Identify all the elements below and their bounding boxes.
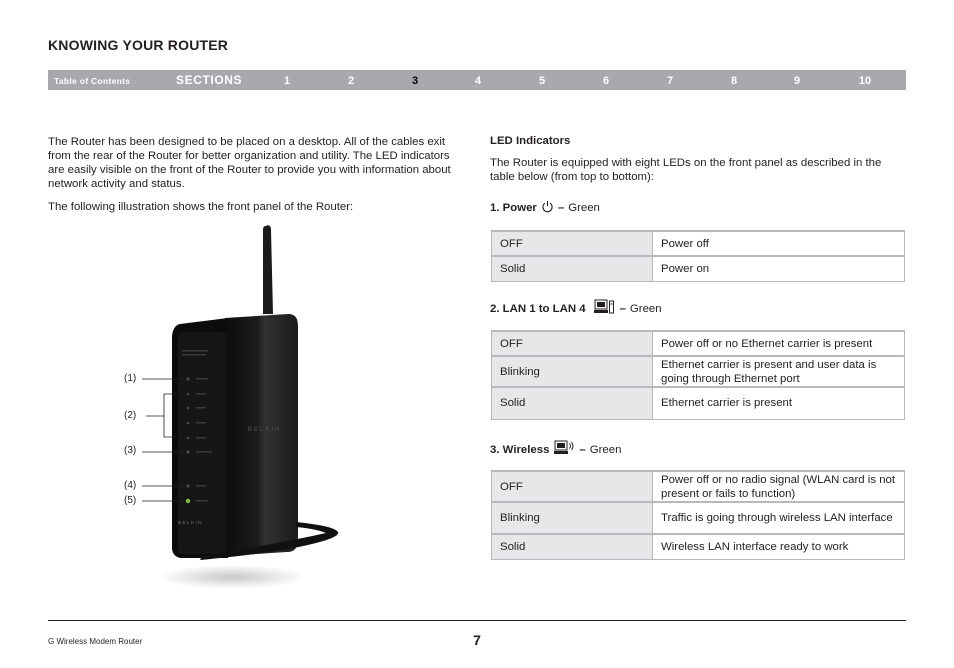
- led-3: [187, 407, 190, 410]
- router-brand-front: BELKIN: [248, 427, 282, 433]
- led-wireless-heading: [490, 440, 621, 459]
- table-row: [492, 387, 905, 419]
- led-state: OFF: [492, 471, 653, 502]
- led-power-dash: –: [557, 202, 565, 214]
- callout-3: (3): [124, 445, 137, 456]
- led-7: [186, 484, 189, 487]
- led-description: Power off or no Ethernet carrier is present: [653, 331, 905, 356]
- led-2: [187, 393, 190, 396]
- section-link-9[interactable]: 9: [793, 75, 801, 87]
- led-state: Blinking: [492, 356, 653, 387]
- footer-product-name: G Wireless Modem Router: [48, 637, 143, 646]
- power-icon: [541, 200, 554, 216]
- callout-2: (2): [124, 410, 137, 421]
- table-row: [492, 471, 905, 502]
- illustration-caption: The following illustration shows the front panel of the Router:: [48, 201, 354, 213]
- callout-5: (5): [124, 495, 137, 506]
- led-description: Power off: [653, 231, 905, 256]
- section-link-5[interactable]: 5: [538, 75, 546, 87]
- table-row: [492, 534, 905, 559]
- led-8: [186, 499, 190, 503]
- callout-1: (1): [124, 373, 137, 384]
- intro-paragraph: The Router has been designed to be placed on a desktop. All of the cables exit from the rear of the Router for better organization and utility. The LED indicators are easily visible on the front of the Router to provide you with information about network activity and status.: [48, 136, 451, 190]
- router-illustration: [120, 222, 350, 592]
- led-state: Solid: [492, 387, 653, 419]
- led-description: Ethernet carrier is present and user data is going through Ethernet port: [653, 356, 905, 387]
- callout-4: (4): [124, 480, 137, 491]
- computer-icon: [594, 299, 616, 318]
- table-row: [492, 331, 905, 356]
- section-link-6[interactable]: 6: [602, 75, 610, 87]
- section-link-10[interactable]: 10: [858, 75, 872, 87]
- sections-label: SECTIONS: [176, 73, 243, 87]
- led-description: Ethernet carrier is present: [653, 387, 905, 419]
- section-link-1[interactable]: 1: [283, 75, 291, 87]
- router-brand-base: BELKIN: [178, 520, 204, 525]
- table-row: [492, 231, 905, 256]
- section-nav-bar: [48, 70, 906, 90]
- led-state: Solid: [492, 534, 653, 559]
- router-shadow: [157, 565, 307, 589]
- led-intro: The Router is equipped with eight LEDs on the front panel as described in the table below (from top to bottom):: [490, 157, 882, 183]
- led-power-heading: [490, 200, 600, 216]
- led-wireless-color: Green: [589, 443, 622, 456]
- led-indicators-heading: LED Indicators: [490, 135, 571, 147]
- section-link-2[interactable]: 2: [347, 75, 355, 87]
- led-wireless-dash: –: [579, 443, 586, 456]
- wireless-computer-icon: [554, 440, 576, 459]
- led-state: OFF: [492, 231, 653, 256]
- table-row: [492, 256, 905, 281]
- led-description: Power on: [653, 256, 905, 281]
- table-row: [492, 502, 905, 534]
- led-lan-heading: [490, 299, 662, 318]
- led-state: Blinking: [492, 502, 653, 534]
- led-4: [187, 422, 190, 425]
- led-state: Solid: [492, 256, 653, 281]
- section-link-8[interactable]: 8: [730, 75, 738, 87]
- section-link-3[interactable]: 3: [411, 75, 419, 87]
- led-lan-table: [491, 330, 905, 420]
- led-description: Traffic is going through wireless LAN interface: [653, 502, 905, 534]
- section-link-4[interactable]: 4: [474, 75, 482, 87]
- led-6: [186, 450, 189, 453]
- led-lan-title: 2. LAN 1 to LAN 4: [490, 302, 586, 315]
- led-power-title: 1. Power: [490, 202, 537, 214]
- led-lan-color: Green: [629, 302, 662, 315]
- router-front-panel: [225, 314, 298, 556]
- led-description: Wireless LAN interface ready to work: [653, 534, 905, 559]
- led-1: [186, 377, 189, 380]
- router-antenna: [263, 225, 273, 314]
- page-number: 7: [473, 632, 481, 648]
- toc-link[interactable]: Table of Contents: [54, 76, 131, 86]
- led-5: [187, 437, 190, 440]
- led-lan-dash: –: [619, 302, 626, 315]
- led-power-color: Green: [568, 202, 600, 214]
- table-row: [492, 356, 905, 387]
- footer-divider: [48, 620, 906, 621]
- led-power-table: [491, 230, 905, 282]
- led-wireless-title: 3. Wireless: [490, 443, 550, 456]
- led-state: OFF: [492, 331, 653, 356]
- led-description: Power off or no radio signal (WLAN card is not present or fails to function): [653, 471, 905, 502]
- led-wireless-table: [491, 470, 905, 560]
- section-link-7[interactable]: 7: [666, 75, 674, 87]
- page-title: KNOWING YOUR ROUTER: [48, 37, 229, 53]
